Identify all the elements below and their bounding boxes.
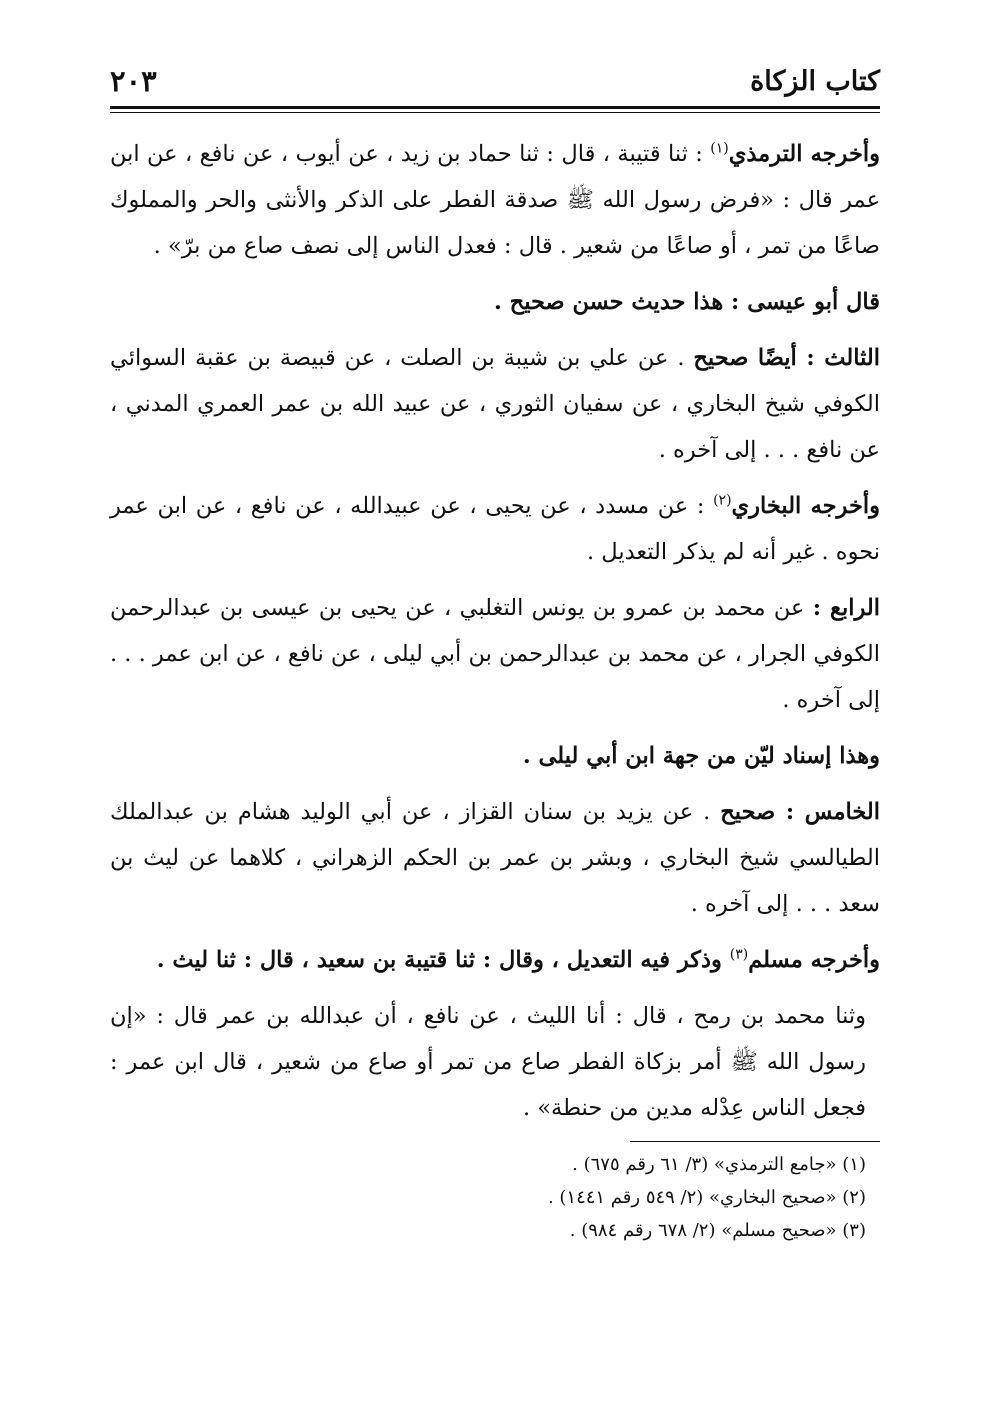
footnote-2: (٢) «صحيح البخاري» (٢/ ٥٤٩ رقم ١٤٤١) . [547,1187,866,1208]
paragraph-muslim [110,937,880,983]
footnote-ref: (١) [710,140,729,157]
paragraph-text: وذكر فيه التعديل ، وقال : ثنا قتيبة بن سعيد ، قال : ثنا ليث . [156,947,730,973]
paragraph-lead: الثالث : أيضًا صحيح [693,345,880,371]
paragraph-abu-isa [110,279,880,325]
page-body [110,131,880,1247]
paragraph-fourth [110,585,880,723]
footnote-separator [630,1141,880,1142]
paragraph-text: . عن علي بن شيبة بن الصلت ، عن قبيصة بن عقبة السوائي الكوفي شيخ البخاري ، عن سفيان الثوري ، عن عبيد الله بن عمر العمري المدني ، عن نافع . . . إلى آخره . [110,345,880,463]
footnote-3: (٣) «صحيح مسلم» (٢/ ٦٧٨ رقم ٩٨٤) . [569,1220,866,1241]
paragraph-tirmidhi [110,131,880,269]
paragraph-ibn-rumh [110,993,880,1131]
page-number: ٢٠٣ [110,64,157,98]
paragraph-text: عن محمد بن عمرو بن يونس التغلبي ، عن يحيى بن عيسى بن عبدالرحمن الكوفي الجرار ، عن محمد بن عبدالرحمن بن أبي ليلى ، عن نافع ، عن ابن عمر . . . إلى آخره . [110,595,880,713]
footnote-ref: (٣) [729,946,749,963]
page-header [110,60,880,104]
footnote-ref: (٢) [713,492,732,509]
paragraph-fifth [110,789,880,927]
footnote-1: (١) «جامع الترمذي» (٣/ ٦١ رقم ٦٧٥) . [572,1154,866,1175]
paragraph-lead: وأخرجه البخاري [731,493,880,519]
paragraph-third [110,335,880,473]
paragraph-lead: وهذا إسناد ليّن من جهة ابن أبي ليلى . [522,743,880,769]
book-title: كتاب الزكاة [750,66,880,97]
paragraph-text: وثنا محمد بن رمح ، قال : أنا الليث ، عن نافع ، أن عبدالله بن عمر قال : «إن رسول الله ﷺ أمر بزكاة الفطر صاع من تمر أو صاع من شعير ، قال ابن عمر : فجعل الناس عِدْله مدين من حنطة» . [110,1003,866,1121]
book-page [110,60,880,1380]
paragraph-text: . عن يزيد بن سنان القزاز ، عن أبي الوليد هشام بن عبدالملك الطيالسي شيخ البخاري ، وبشر بن عمر بن الحكم الزهراني ، كلاهما عن ليث بن سعد . . . إلى آخره . [110,799,880,917]
paragraph-text: : ثنا قتيبة ، قال : ثنا حماد بن زيد ، عن أيوب ، عن نافع ، عن ابن عمر قال : «فرض رسول الله ﷺ صدقة الفطر على الذكر والأنثى والحر والمملوك صاعًا من تمر ، أو صاعًا من شعير . قال : فعدل الناس إلى نصف صاع من برّ» . [110,141,880,259]
paragraph-lead: وأخرجه الترمذي [728,141,880,167]
paragraph-isnad-note [110,733,880,779]
paragraph-lead: الرابع : [812,595,880,621]
paragraph-bukhari [110,483,880,575]
paragraph-lead: قال أبو عيسى : هذا حديث حسن صحيح . [494,289,880,315]
paragraph-text: : عن مسدد ، عن يحيى ، عن عبيدالله ، عن نافع ، عن ابن عمر نحوه . غير أنه لم يذكر التعديل . [110,493,880,565]
paragraph-lead: الخامس : صحيح [720,799,880,825]
header-rule-thick [110,106,880,109]
paragraph-lead: وأخرجه مسلم [748,947,880,973]
header-rule-thin [110,112,880,113]
